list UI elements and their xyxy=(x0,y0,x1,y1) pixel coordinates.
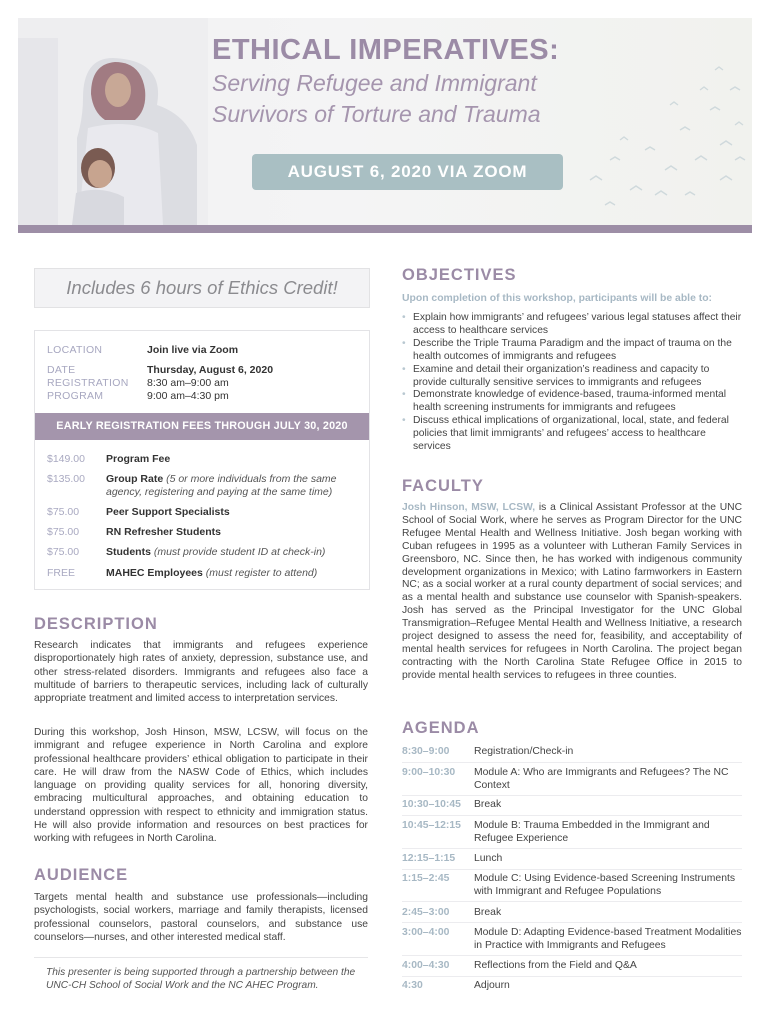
fee-amount: $75.00 xyxy=(47,506,80,518)
agenda-item: Reflections from the Field and Q&A xyxy=(474,960,637,971)
event-title: ETHICAL IMPERATIVES: xyxy=(212,34,560,66)
faculty-name: Josh Hinson, MSW, LCSW, xyxy=(402,502,536,513)
divider xyxy=(402,848,742,849)
objectives-intro: Upon completion of this workshop, participants will be able to: xyxy=(402,293,713,304)
list-item: • Discuss ethical implications of organizational, local, state, and federal policies that limit immigrants’ and refugees’ access to healthcare services xyxy=(402,415,729,453)
faculty-bio xyxy=(402,502,742,683)
fee-note: (5 or more individuals from the same agency, registering and paying at the same time) xyxy=(106,473,337,498)
agenda-item: Lunch xyxy=(474,853,503,864)
audience-heading: AUDIENCE xyxy=(34,866,129,884)
audience-text: Targets mental health and substance use professionals—including psychologists, social workers, marriage and family therapists, licensed professional counselors, pastoral counselors, and substance use counselors—nurses, and other interested medical staff. xyxy=(34,892,368,943)
subtitle-line-1: Serving Refugee and Immigrant xyxy=(212,70,537,96)
mother-child-photo xyxy=(18,18,208,225)
agenda-time: 3:00–4:00 xyxy=(402,927,450,938)
fees-header: EARLY REGISTRATION FEES THROUGH JULY 30, 2020 xyxy=(35,413,369,440)
divider xyxy=(402,869,742,870)
partnership-note: This presenter is being supported through a partnership between the UNC-CH School of Social Work and the NC AHEC Program. xyxy=(46,967,356,991)
divider xyxy=(402,815,742,816)
fee-name: Students xyxy=(106,546,151,558)
agenda-time: 9:00–10:30 xyxy=(402,767,456,778)
description-heading: DESCRIPTION xyxy=(34,615,158,633)
faculty-bio-text: is a Clinical Assistant Professor at the UNC School of Social Work, where he serves as Program Director for the UNC Refugee Mental Health and Wellness Initiative. Josh began working with Cuban refugees in 1995 as a volunteer with Lutheran Family Services in Greensboro, NC. Since then, he has worked with indigenous community development organizations in Mexico; with Latino farmworkers in Eastern NC; as a social worker at a rural county department of social services; and as a mental health and substance use counselor with Spanish-speakers. Josh has served as the Principal Investigator for the UNC Global Transmigration–Refugee Mental Health and Wellness Initiative, a research project designed to assess the need for, feasibility, and acceptability of mental health services for refugees in North Carolina. The project began contracting with the North Carolina State Refugee Office in 2015 to provide mental health services to refugees in three counties. xyxy=(402,502,743,681)
description-paragraph-1: Research indicates that immigrants and refugees experience disproportionately high rates of anxiety, depression, substance use, and other stress-related disorders. Immigrants and refugees also face a multitude of barriers to therapeutic services, including lack of culturally appropriate treatment and limited access to interpretation services. xyxy=(34,640,368,705)
agenda-item: Break xyxy=(474,799,502,810)
event-info-box xyxy=(34,330,370,590)
ethics-credit-callout: Includes 6 hours of Ethics Credit! xyxy=(34,268,370,308)
list-item: • Explain how immigrants’ and refugees’ various legal statuses affect their access to healthcare services xyxy=(402,312,742,336)
divider xyxy=(402,795,742,796)
list-item: • Describe the Triple Trauma Paradigm and the impact of trauma on the health outcomes of immigrants and refugees xyxy=(402,337,732,362)
fee-amount: $75.00 xyxy=(47,526,80,538)
objective-text: Describe the Triple Trauma Paradigm and the impact of trauma on the health outcomes of immigrants and refugees xyxy=(413,337,732,362)
description-paragraph-2: During this workshop, Josh Hinson, MSW, LCSW, will focus on the immigrant and refugee experience in North Carolina and explore professional healthcare providers’ ethical obligation to participate in their care. He will draw from the NASW Code of Ethics, which includes language on providing quality services for all, honoring diversity, embracing multicultural approaches, and obtaining education to understand oppression with respect to ethnicity and immigration status. He will also provide information and resources on best practices for working with refugees in North Carolina. xyxy=(34,727,368,845)
fee-note: (must provide student ID at check-in) xyxy=(153,546,326,558)
registration-value: 8:30 am–9:00 am xyxy=(147,377,229,389)
list-item: • Demonstrate knowledge of evidence-based, trauma-informed mental health screening instruments for immigrants and refugees xyxy=(402,389,727,414)
program-value: 9:00 am–4:30 pm xyxy=(147,390,229,402)
banner-divider xyxy=(18,225,752,233)
location-label: LOCATION xyxy=(47,344,103,356)
list-item: • Examine and detail their organization’s readiness and capacity to provide culturally sensitive services to immigrants and refugees xyxy=(402,363,710,388)
agenda-item: Adjourn xyxy=(474,980,510,991)
divider xyxy=(402,955,742,956)
divider xyxy=(402,762,742,763)
event-date-badge: AUGUST 6, 2020 VIA ZOOM xyxy=(252,154,563,190)
fee-name: Group Rate xyxy=(106,473,164,485)
agenda-heading: AGENDA xyxy=(402,719,480,737)
event-subtitle xyxy=(212,68,632,130)
fee-amount: $75.00 xyxy=(47,546,80,558)
agenda-item: Module C: Using Evidence-based Screening Instruments with Immigrant and Refugee Populations xyxy=(474,873,736,897)
fee-note: (must register to attend) xyxy=(205,567,318,579)
agenda-time: 1:15–2:45 xyxy=(402,873,450,884)
agenda-item: Module A: Who are Immigrants and Refugees? The NC Context xyxy=(474,767,729,791)
divider xyxy=(402,922,742,923)
fee-name: RN Refresher Students xyxy=(106,526,221,538)
agenda-time: 2:45–3:00 xyxy=(402,907,450,918)
agenda-time: 10:45–12:15 xyxy=(402,820,461,831)
agenda-time: 8:30–9:00 xyxy=(402,746,450,757)
objectives-list xyxy=(402,312,742,454)
objectives-heading: OBJECTIVES xyxy=(402,266,517,284)
divider xyxy=(34,957,368,958)
registration-label: REGISTRATION xyxy=(47,377,129,389)
divider xyxy=(402,901,742,902)
date-label: DATE xyxy=(47,364,76,376)
agenda-item: Module D: Adapting Evidence-based Treatment Modalities in Practice with Immigrants and Refugees xyxy=(474,927,742,951)
faculty-heading: FACULTY xyxy=(402,477,484,495)
agenda-item: Registration/Check-in xyxy=(474,746,574,757)
program-label: PROGRAM xyxy=(47,390,104,402)
objective-text: Discuss ethical implications of organizational, local, state, and federal policies that limit immigrants’ and refugees’ access to healthcare services xyxy=(413,415,729,453)
date-value: Thursday, August 6, 2020 xyxy=(147,364,274,376)
agenda-time: 10:30–10:45 xyxy=(402,799,461,810)
agenda-time: 4:30 xyxy=(402,980,423,991)
fee-name: Program Fee xyxy=(106,453,171,465)
fee-amount: $149.00 xyxy=(47,453,85,465)
agenda-time: 4:00–4:30 xyxy=(402,960,450,971)
objective-text: Examine and detail their organization’s readiness and capacity to provide culturally sensitive services to immigrants and refugees xyxy=(413,363,710,388)
agenda-time: 12:15–1:15 xyxy=(402,853,456,864)
divider xyxy=(402,976,742,977)
location-value: Join live via Zoom xyxy=(147,344,239,356)
agenda-item: Break xyxy=(474,907,502,918)
fee-amount: $135.00 xyxy=(47,473,85,485)
fee-amount: FREE xyxy=(47,567,76,579)
objective-text: Demonstrate knowledge of evidence-based, trauma-informed mental health screening instruments for immigrants and refugees xyxy=(413,389,727,414)
fee-name: Peer Support Specialists xyxy=(106,506,230,518)
fee-name: MAHEC Employees xyxy=(106,567,203,579)
objective-text: Explain how immigrants’ and refugees’ various legal statuses affect their access to healthcare services xyxy=(413,312,742,336)
agenda-item: Module B: Trauma Embedded in the Immigrant and Refugee Experience xyxy=(474,820,710,844)
subtitle-line-2: Survivors of Torture and Trauma xyxy=(212,101,541,127)
